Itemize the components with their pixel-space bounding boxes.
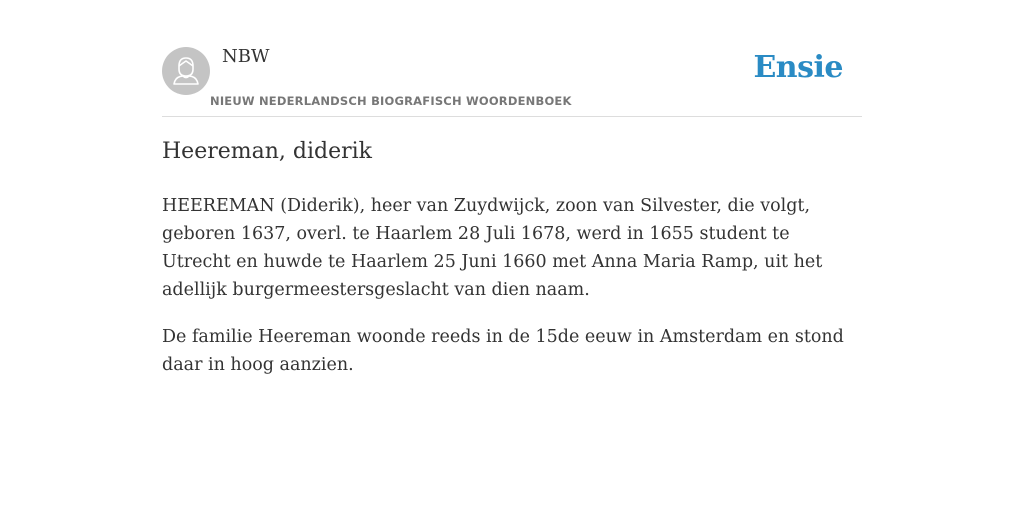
source-name-link[interactable]: NBW — [222, 46, 270, 67]
user-silhouette-icon — [162, 47, 210, 95]
article-title: Heereman, diderik — [162, 139, 372, 164]
source-avatar[interactable] — [162, 47, 210, 95]
article-paragraph: De familie Heereman woonde reeds in de 15de eeuw in Amsterdam en stond daar in hoog aanzien. — [162, 327, 844, 375]
source-header — [162, 40, 862, 117]
brand-logo-link[interactable]: Ensie — [753, 50, 843, 85]
article-paragraph: HEEREMAN (Diderik), heer van Zuydwijck, zoon van Silvester, die volgt, geboren 1637, overl. te Haarlem 28 Juli 1678, werd in 1655 student te Utrecht en huwde te Haarlem 25 Juni 1660 met Anna Maria Ramp, uit het adellijk burgermeestersgeslacht van dien naam. — [162, 196, 823, 300]
source-full-name: NIEUW NEDERLANDSCH BIOGRAFISCH WOORDENBOEK — [210, 94, 572, 108]
article-body — [162, 192, 862, 398]
